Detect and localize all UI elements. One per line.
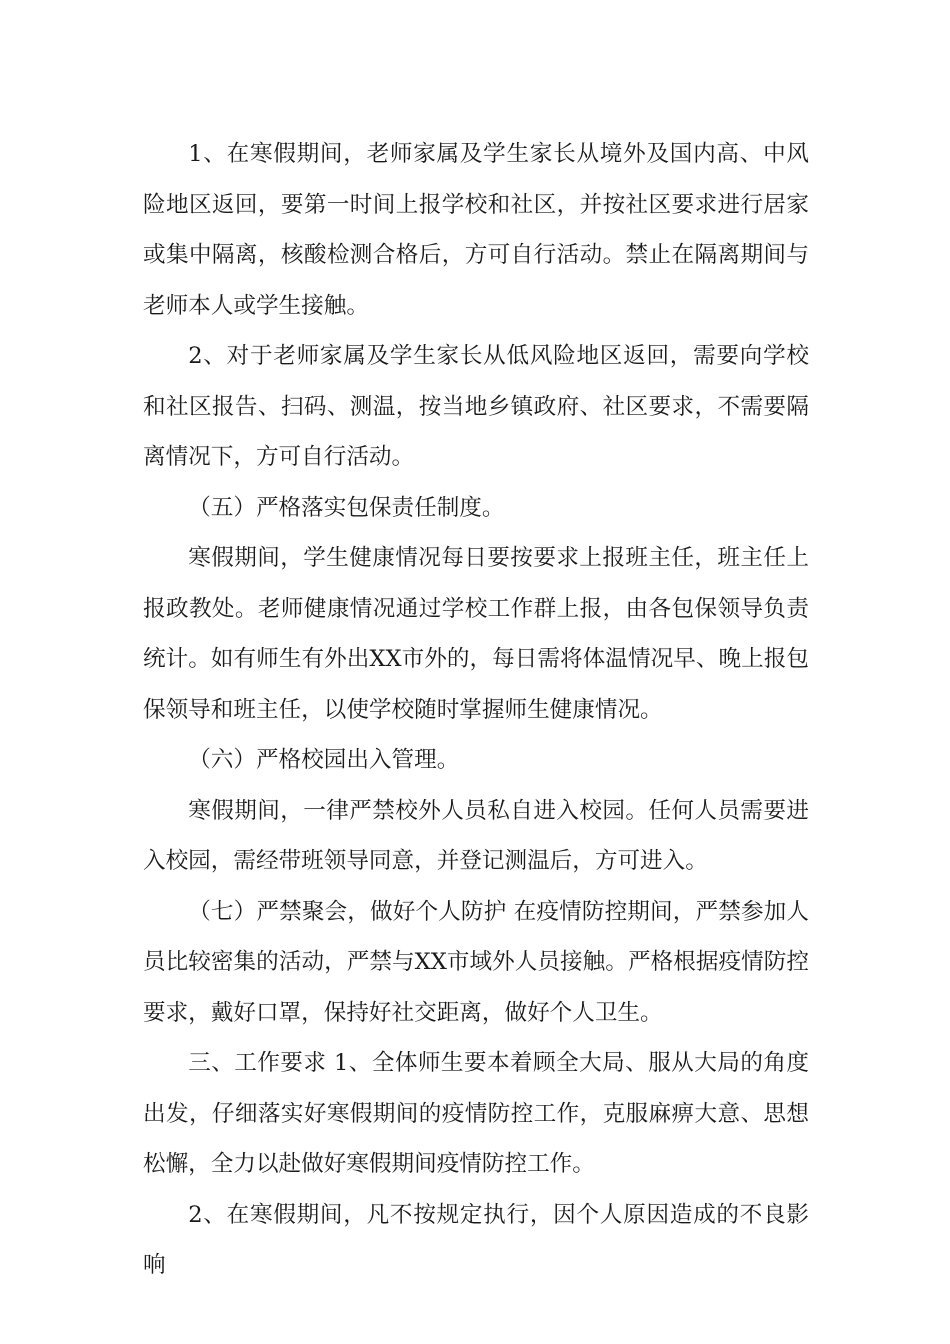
section-heading-7: （七）严禁聚会，做好个人防护 在疫情防控期间，严禁参加人员比较密集的活动，严禁与XX市域外人员接触。严格根据疫情防控要求，戴好口罩，保持好社交距离，做好个人卫生。 bbox=[143, 898, 809, 1026]
paragraph-2: 2、对于老师家属及学生家长从低风险地区返回，需要向学校和社区报告、扫码、测温，按当地乡镇政府、社区要求，不需要隔离情况下，方可自行活动。 bbox=[143, 343, 809, 470]
section-heading-5: （五）严格落实包保责任制度。 bbox=[188, 494, 505, 521]
paragraph-3: 寒假期间，学生健康情况每日要按要求上报班主任，班主任上报政教处。老师健康情况通过学校工作群上报，由各包保领导负责统计。如有师生有外出XX市外的，每日需将体温情况早、晚上报包保领导和班主任，以使学校随时掌握师生健康情况。 bbox=[143, 545, 809, 723]
paragraph-4: 寒假期间，一律严禁校外人员私自进入校园。任何人员需要进入校园，需经带班领导同意，并登记测温后，方可进入。 bbox=[143, 797, 809, 874]
document-body bbox=[143, 129, 809, 1291]
work-requirements: 三、工作要求 1、全体师生要本着顾全大局、服从大局的角度出发，仔细落实好寒假期间的疫情防控工作，克服麻痹大意、思想松懈，全力以赴做好寒假期间疫情防控工作。 bbox=[143, 1050, 809, 1177]
paragraph-5: 2、在寒假期间，凡不按规定执行，因个人原因造成的不良影响 bbox=[143, 1201, 809, 1278]
section-heading-6: （六）严格校园出入管理。 bbox=[188, 747, 460, 773]
paragraph-1: 1、在寒假期间，老师家属及学生家长从境外及国内高、中风险地区返回，要第一时间上报学校和社区，并按社区要求进行居家或集中隔离，核酸检测合格后，方可自行活动。禁止在隔离期间与老师本人或学生接触。 bbox=[143, 141, 809, 319]
